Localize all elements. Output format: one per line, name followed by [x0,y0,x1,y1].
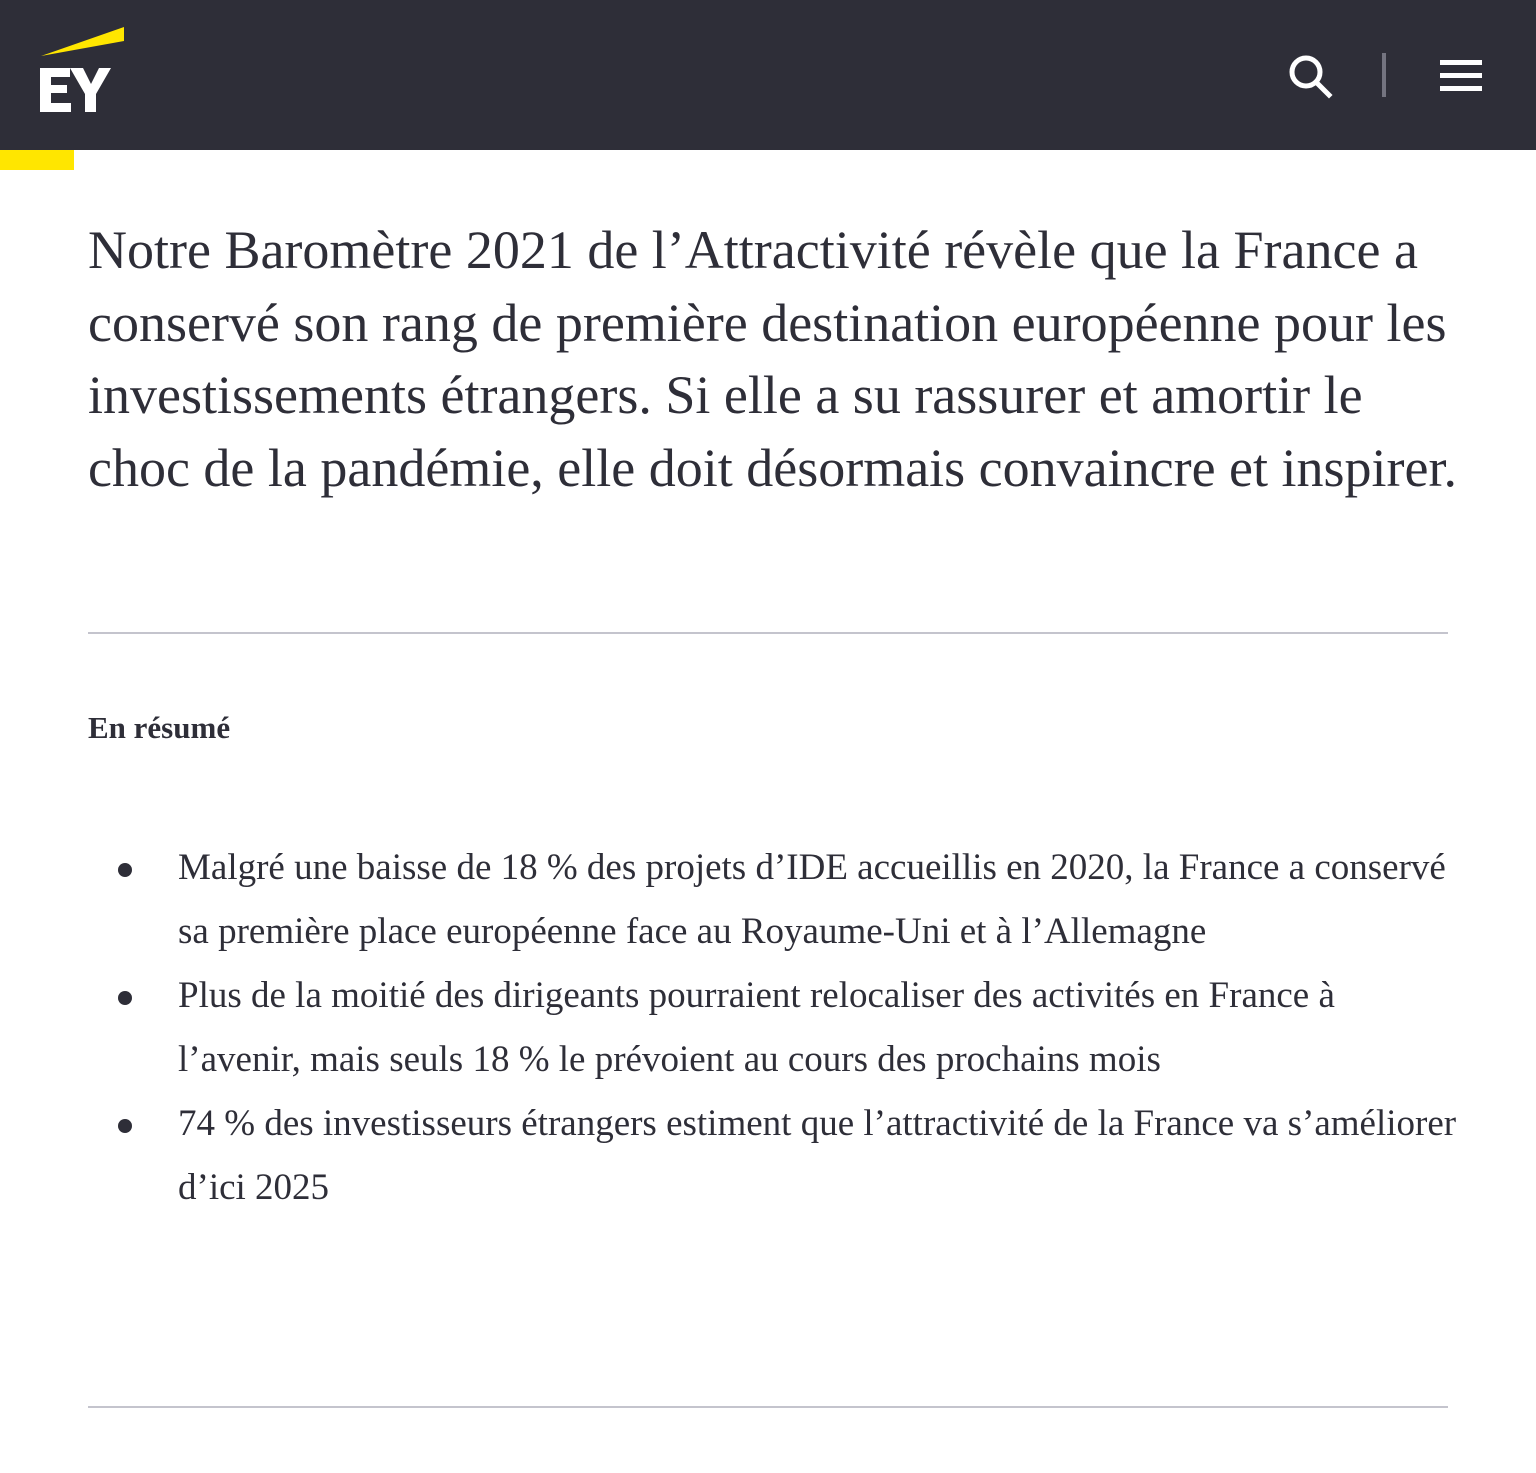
list-item [88,1092,1458,1220]
divider [88,632,1448,634]
accent-bar [0,150,74,170]
site-header [0,0,1536,150]
search-icon [1284,50,1336,102]
list-item-text: Plus de la moitié des dirigeants pourraient relocaliser des activités en France à l’avenir, mais seuls 18 % le prévoient au cours des prochains mois [178,975,1335,1080]
ey-logo[interactable] [38,24,128,116]
list-item-text: 74 % des investisseurs étrangers estiment que l’attractivité de la France va s’améliorer d’ici 2025 [178,1103,1457,1208]
menu-button[interactable] [1436,56,1486,96]
search-button[interactable] [1284,50,1336,102]
summary-heading: En résumé [88,710,231,745]
intro-paragraph: Notre Baromètre 2021 de l’Attractivité révèle que la France a conservé son rang de première destination européenne pour les investissements étrangers. Si elle a su rassurer et amortir le choc de la pandémie, elle doit désormais convaincre et inspirer. [88,220,1457,498]
bullet-icon [118,1119,132,1133]
divider [88,1406,1448,1408]
bullet-icon [118,991,132,1005]
bullet-icon [118,863,132,877]
list-item [88,964,1458,1092]
summary-list [88,836,1458,1220]
hamburger-menu-icon [1436,56,1486,96]
list-item-text: Malgré une baisse de 18 % des projets d’IDE accueillis en 2020, la France a conservé sa première place européenne face au Royaume-Uni et à l’Allemagne [178,847,1446,952]
ey-logo-icon [38,24,128,116]
list-item [88,836,1458,964]
header-divider [1382,53,1386,97]
